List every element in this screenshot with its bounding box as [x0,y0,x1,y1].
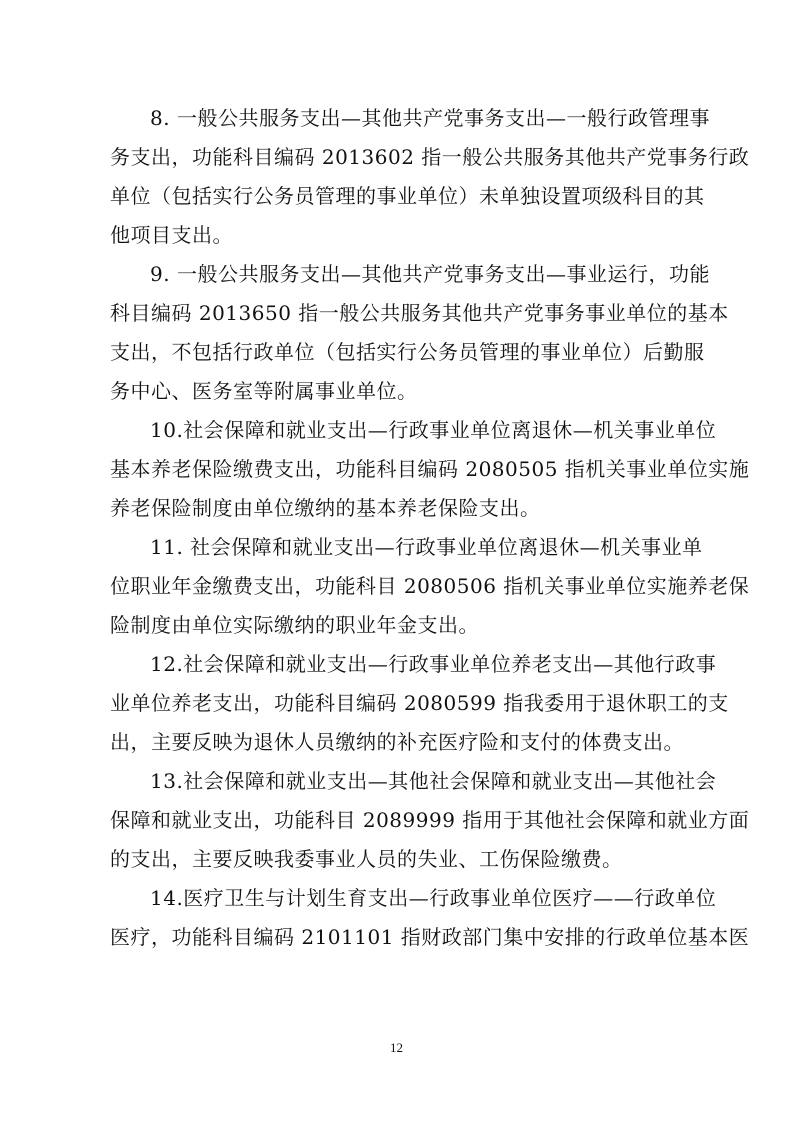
paragraph-11-line-2: 位职业年金缴费支出，功能科目 2080506 指机关事业单位实施养老保 [110,574,750,598]
paragraph-11-line-3: 险制度由单位实际缴纳的职业年金支出。 [110,613,479,637]
page-number: 12 [390,1040,403,1055]
paragraph-10-line-2: 基本养老保险缴费支出，功能科目编码 2080505 指机关事业单位实施 [110,457,750,481]
paragraph-13-line-2: 保障和就业支出，功能科目 2089999 指用于其他社会保障和就业方面 [110,808,750,832]
paragraph-9-line-3: 支出，不包括行政单位（包括实行公务员管理的事业单位）后勤服 [110,340,705,364]
paragraph-13-line-1: 13.社会保障和就业支出—其他社会保障和就业支出—其他社会 [150,769,717,793]
paragraph-9-line-2: 科目编码 2013650 指一般公共服务其他共产党事务事业单位的基本 [110,301,729,325]
paragraph-11-line-1: 11. 社会保障和就业支出—行政事业单位离退休—机关事业单 [150,535,703,559]
paragraph-10-line-1: 10.社会保障和就业支出—行政事业单位离退休—机关事业单位 [150,418,717,442]
paragraph-9-line-4: 务中心、医务室等附属事业单位。 [110,379,418,403]
paragraph-10-line-3: 养老保险制度由单位缴纳的基本养老保险支出。 [110,496,541,520]
paragraph-8-line-2: 务支出，功能科目编码 2013602 指一般公共服务其他共产党事务行政 [110,145,750,169]
paragraph-9-line-1: 9. 一般公共服务支出—其他共产党事务支出—事业运行，功能 [150,262,710,286]
paragraph-13-line-3: 的支出，主要反映我委事业人员的失业、工伤保险缴费。 [110,847,623,871]
paragraph-14-line-2: 医疗，功能科目编码 2101101 指财政部门集中安排的行政单位基本医 [110,925,750,949]
paragraph-12-line-2: 业单位养老支出，功能科目编码 2080599 指我委用于退休职工的支 [110,691,729,715]
paragraph-12-line-1: 12.社会保障和就业支出—行政事业单位养老支出—其他行政事 [150,652,717,676]
paragraph-8-line-4: 他项目支出。 [110,223,233,247]
paragraph-14-line-1: 14.医疗卫生与计划生育支出—行政事业单位医疗——行政单位 [150,886,717,910]
paragraph-8-line-3: 单位（包括实行公务员管理的事业单位）未单独设置项级科目的其 [110,184,705,208]
paragraph-8-line-1: 8. 一般公共服务支出—其他共产党事务支出—一般行政管理事 [150,106,710,130]
paragraph-12-line-3: 出，主要反映为退休人员缴纳的补充医疗险和支付的体费支出。 [110,730,684,754]
